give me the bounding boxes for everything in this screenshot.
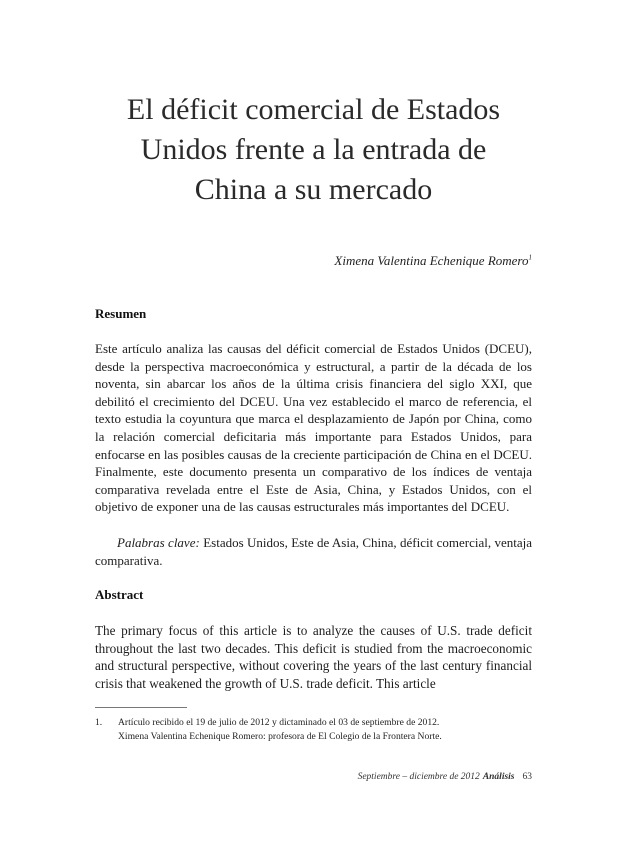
abstract-heading: Abstract [95, 587, 144, 602]
abstract-paragraph: The primary focus of this article is to analyze the causes of U.S. trade deficit throughout the last two decades. This deficit is studied from the macroeconomic and structural perspective, without covering the years of the last century financial crisis that weakened the growth of U.S. trade deficit. This article [95, 623, 532, 691]
footnote-number: 1. [95, 717, 103, 728]
title-line: El déficit comercial de Estados [126, 93, 501, 126]
keywords-paragraph [95, 534, 532, 569]
running-footer [358, 772, 532, 782]
footnote-line: Ximena Valentina Echenique Romero: profesora de El Colegio de la Frontera Norte. [118, 731, 442, 742]
page-number: 63 [522, 772, 532, 782]
resumen-heading: Resumen [95, 306, 147, 321]
article-title [60, 90, 567, 210]
author-line [334, 253, 532, 269]
footnote-line: Artículo recibido el 19 de julio de 2012 y dictaminado el 03 de septiembre de 2012. [118, 717, 440, 728]
footnote-divider [95, 707, 187, 708]
keywords-label: Palabras clave: [117, 535, 200, 550]
footer-date: Septiembre – diciembre de 2012 [357, 772, 480, 782]
footnote-mark: 1 [528, 253, 532, 262]
title-line: Unidos frente a la entrada de [140, 133, 487, 166]
author-name: Ximena Valentina Echenique Romero [334, 253, 529, 268]
footer-journal: Análisis [482, 772, 515, 782]
title-line: China a su mercado [194, 173, 433, 206]
footnote [95, 716, 532, 744]
keywords-list: Estados Unidos, Este de Asia, China, déficit comercial, ventaja comparativa. [95, 535, 533, 568]
resumen-paragraph: Este artículo analiza las causas del déficit comercial de Estados Unidos (DCEU), desde la perspectiva macroeconómica y estructural, a partir de la década de los noventa, sin abarcar los años de la última crisis financiera del siglo XXI, que debilitó el crecimiento del DCEU. Una vez establecido el marco de referencia, el texto estudia la coyuntura que marca el desplazamiento de Japón por China, como la relación comercial deficitaria más importante para Estados Unidos, para enfocarse en las posibles causas de la creciente participación de China en el DCEU. Finalmente, este documento presenta un comparativo de los índices de ventaja comparativa revelada entre el Este de Asia, China, y Estados Unidos, con el objetivo de exponer una de las causas estructurales más importantes del DCEU. [95, 341, 532, 515]
